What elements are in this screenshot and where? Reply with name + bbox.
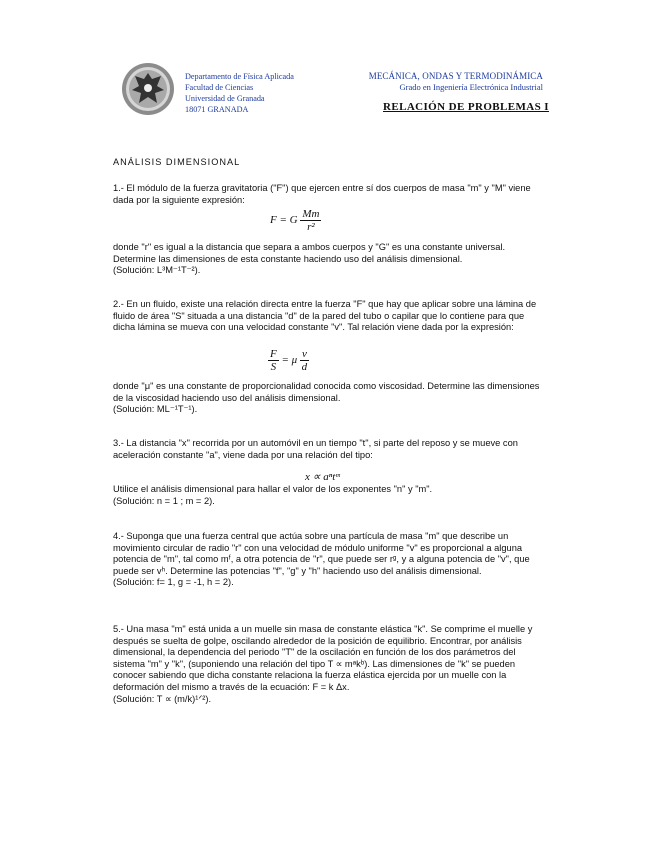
problem-1-solution: (Solución: L³M⁻¹T⁻²). (113, 265, 201, 276)
equation-1: F = G $\frac{Mm}{\text{r²}}$ (270, 208, 320, 233)
problem-2-solution: (Solución: ML⁻¹T⁻¹). (113, 404, 198, 415)
eq1-denominator: r² (307, 221, 315, 233)
problem-2-body (113, 381, 543, 416)
problem-3-intro: 3.- La distancia "x" recorrida por un automóvil en un tiempo "t", si parte del reposo y se mueve con aceleración constante "a", viene dada por una relación del tipo: (113, 438, 518, 460)
course-title: MECÁNICA, ONDAS Y TERMODINÁMICA (368, 71, 543, 81)
equation-3: x ∝ aⁿtᵐ (305, 471, 340, 483)
eq1-numerator: Mm (302, 208, 320, 220)
problem-3-solution: (Solución: n = 1 ; m = 2). (113, 495, 215, 506)
university-seal-logo (121, 62, 175, 116)
dept-line: Universidad de Granada (185, 94, 265, 103)
problem-5-solution: (Solución: T ∝ (m/k)¹ᐟ²). (113, 693, 212, 704)
problem-5-text: 5.- Una masa "m" está unida a un muelle sin masa de constante elástica "k". Se comprime el muelle y después se suelta de golpe, oscilando alrededor de la posición de equilibrio. Encontrar, por análisis dimensional, la dependencia del periodo "T" de la oscilación en función de los dos parámetros del sistema "m" y "k", (suponiendo una relación del tipo T ∝ mᵃkᵇ). Las dimensiones de "k" se pueden conocer sabiendo que dicha constante relaciona la fuerza elástica ejercida por un muelle con la deformación del mismo a través de la ecuación: F = k Δx. (113, 624, 533, 692)
dept-line: Departamento de Física Aplicada (185, 72, 294, 81)
department-info (185, 71, 294, 115)
problem-2-text: donde "μ" es una constante de proporcionalidad conocida como viscosidad. Determine las dimensiones de la viscosidad haciendo uso del análisis dimensional. (113, 381, 540, 403)
problem-5 (113, 624, 543, 705)
problem-1-intro: 1.- El módulo de la fuerza gravitatoria ("F") que ejercen entre sí dos cuerpos de masa "m" y "M" viene dada por la siguiente expresión: (113, 183, 531, 205)
section-title: ANÁLISIS DIMENSIONAL (113, 157, 241, 167)
problem-3-text: Utilice el análisis dimensional para hallar el valor de los exponentes "n" y "m". (113, 484, 433, 494)
course-info (369, 71, 543, 93)
problem-4-solution: (Solución: f= 1, g = -1, h = 2). (113, 577, 234, 588)
problem-1-body (113, 242, 543, 277)
course-subtitle: Grado en Ingeniería Electrónica Industrial (399, 82, 543, 92)
dept-line: 18071 GRANADA (185, 105, 249, 114)
sheet-title: RELACIÓN DE PROBLEMAS I (383, 101, 549, 113)
equation-2: $\frac{F}{S}$ = μ $\frac{v}{d}$ (270, 348, 308, 373)
problem-4-text: 4.- Suponga que una fuerza central que actúa sobre una partícula de masa "m" que describe un movimiento circular de radio "r" con una velocidad de módulo uniforme "v" es proporcional a alguna potencia de "m", tal como mᶠ, a otra potencia de "r", que puede ser rᵍ, y a alguna potencia de "v", que puede ser vʰ. Determine las potencias "f", "g" y "h" haciendo uso del análisis dimensional. (113, 531, 530, 576)
dept-line: Facultad de Ciencias (185, 83, 254, 92)
problem-1-text: donde "r" es igual a la distancia que separa a ambos cuerpos y "G" es una constante universal. Determine las dimensiones de esta constante haciendo uso del análisis dimensional. (113, 242, 506, 264)
problem-3-body (113, 484, 543, 507)
problem-4 (113, 531, 543, 589)
problem-2-intro: 2.- En un fluido, existe una relación directa entre la fuerza "F" que hay que aplicar sobre una lámina de fluido de área "S" situada a una distancia "d" de la pared del tubo o capilar que lo contiene para que dicha lámina se mueva con una velocidad constante "v". Tal relación viene dada por la expresión: (113, 299, 537, 333)
